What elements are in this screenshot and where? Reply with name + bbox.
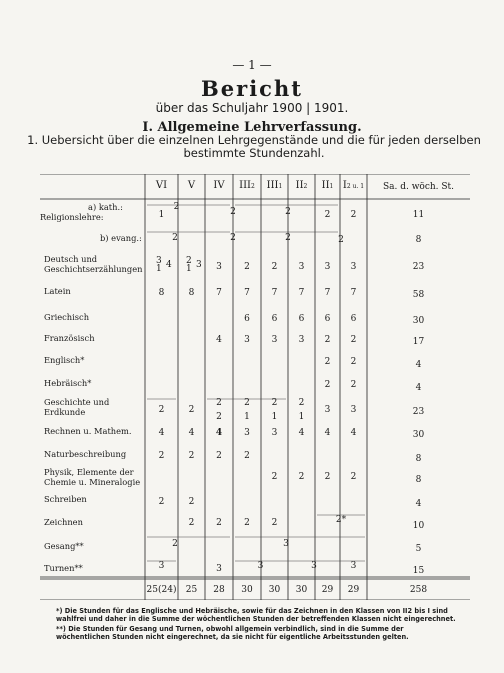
val-deutsch-ii1: 3 xyxy=(324,262,331,272)
val-natur-vi: 2 xyxy=(158,451,165,461)
row-label-natur: Naturbeschreibung xyxy=(44,449,127,459)
val-deutsch-iii2: 2 xyxy=(244,262,250,272)
val-rechnen-ii1: 4 xyxy=(324,428,331,438)
val-deutsch-vi-total: 4 xyxy=(166,260,172,270)
val-physik-iii1: 2 xyxy=(271,472,278,482)
row-label-deutsch: Deutsch und Geschichtserzählungen xyxy=(44,254,143,274)
val-natur-sum: 8 xyxy=(415,454,422,464)
val-griechisch-sum: 30 xyxy=(412,316,425,326)
total-iii1: 30 xyxy=(268,585,281,595)
val-evang-iv-iii: 2 xyxy=(230,233,236,243)
total-sum: 258 xyxy=(409,585,428,595)
val-englisch-ii1: 2 xyxy=(324,357,331,367)
val-zeichnen-iv: 2 xyxy=(216,518,222,528)
footnote-2: **) Die Stunden für Gesang und Turnen, obwohl allgemein verbindlich, sind in die Summe der wöchentlichen Stunden nicht eingerechnet, da sie nicht für eigentliche Arbeitsstunden gelten. xyxy=(56,625,409,641)
footnote-1: *) Die Stunden für das Englische und Hebräische, sowie für das Zeichnen in den Klassen von II2 bis I sind wahlfrei und daher in die Summe der wöchentlichen Stunden der betreffenden Klassen nicht eingerechnet. xyxy=(56,607,456,623)
val-rechnen-iii1: 3 xyxy=(271,428,278,438)
val-gesch-iii1-bottom: 1 xyxy=(271,412,278,422)
val-schreiben-sum: 4 xyxy=(415,499,422,509)
val-gesch-ii2-bottom: 1 xyxy=(298,412,305,422)
val-rechnen-v: 4 xyxy=(188,428,195,438)
val-evang-iii-ii: 2 xyxy=(285,233,291,243)
val-griechisch-ii1: 6 xyxy=(324,314,331,324)
val-turnen-iv: 3 xyxy=(216,564,222,574)
report-title: Bericht xyxy=(201,76,303,101)
col-header-ii1: II1 xyxy=(321,180,334,191)
val-kath-i: 2 xyxy=(350,210,357,220)
val-deutsch-sum: 23 xyxy=(412,262,425,272)
val-gesang-sum: 5 xyxy=(415,544,422,554)
val-franz-iii1: 3 xyxy=(271,335,278,345)
val-gesch-sum: 23 xyxy=(412,407,425,417)
val-gesch-i: 3 xyxy=(350,405,357,415)
val-gesch-ii1: 3 xyxy=(324,405,331,415)
val-rechnen-ii2: 4 xyxy=(298,428,305,438)
val-evang-vi-v: 2 xyxy=(172,233,178,243)
page-number: — 1 — xyxy=(232,58,272,72)
val-evang-sum: 8 xyxy=(415,235,422,245)
val-franz-ii1: 2 xyxy=(324,335,331,345)
val-griechisch-i: 6 xyxy=(350,314,357,324)
val-rechnen-iii2: 3 xyxy=(244,428,250,438)
val-turnen-i: 3 xyxy=(350,561,357,571)
section-title: I. Allgemeine Lehrverfassung. xyxy=(142,120,362,135)
row-label-englisch: Englisch* xyxy=(44,355,85,365)
val-deutsch-iii1: 2 xyxy=(271,262,278,272)
row-label-hebraeisch: Hebräisch* xyxy=(44,378,92,388)
val-rechnen-vi: 4 xyxy=(158,428,165,438)
val-gesch-vi: 2 xyxy=(158,405,165,415)
row-label-physik: Physik, Elemente der Chemie u. Mineralogie xyxy=(44,467,141,487)
val-zeichnen-ii-i: 2* xyxy=(335,515,347,525)
val-turnen-sum: 15 xyxy=(412,566,425,576)
col-header-ii2: II2 xyxy=(295,180,308,191)
val-gesang-iv-i: 3 xyxy=(283,539,289,549)
val-franz-i: 2 xyxy=(350,335,357,345)
total-iii2: 30 xyxy=(241,585,253,595)
val-latein-iii1: 7 xyxy=(271,288,278,298)
row-label-zeichnen: Zeichnen xyxy=(44,517,83,527)
row-label-latein: Latein xyxy=(44,286,71,296)
total-ii2: 30 xyxy=(295,585,308,595)
val-deutsch-v-a: 2 xyxy=(186,256,192,266)
val-deutsch-ii2: 3 xyxy=(298,262,305,272)
val-deutsch-iv: 3 xyxy=(216,262,222,272)
lesson-table xyxy=(40,174,470,600)
row-label-franzoesisch: Französisch xyxy=(44,333,95,343)
val-latein-vi: 8 xyxy=(158,288,165,298)
report-subtitle: über das Schuljahr 1900 | 1901. xyxy=(155,101,349,115)
val-griechisch-ii2: 6 xyxy=(298,314,305,324)
row-label-gesang: Gesang** xyxy=(44,541,84,551)
val-latein-ii2: 7 xyxy=(298,288,305,298)
val-physik-i: 2 xyxy=(350,472,357,482)
val-kath-vi-v: 2 xyxy=(173,202,180,212)
row-label-kath: a) kath.: xyxy=(88,202,123,212)
val-zeichnen-iii2: 2 xyxy=(244,518,250,528)
val-franz-iv: 4 xyxy=(216,335,222,345)
val-franz-iii2: 3 xyxy=(244,335,250,345)
val-schreiben-vi: 2 xyxy=(158,497,165,507)
val-turnen-vi: 3 xyxy=(158,561,165,571)
val-gesch-v: 2 xyxy=(188,405,195,415)
val-natur-v: 2 xyxy=(188,451,195,461)
val-gesch-iii2-bottom: 1 xyxy=(244,412,250,422)
val-latein-iv: 7 xyxy=(216,288,222,298)
row-label-griechisch: Griechisch xyxy=(44,312,90,322)
row-label-rechnen: Rechnen u. Mathem. xyxy=(44,426,132,436)
total-vi: 25(24) xyxy=(146,585,177,595)
val-evang-ii-i: 2 xyxy=(338,235,344,245)
val-franz-sum: 17 xyxy=(412,337,425,347)
col-header-v: V xyxy=(187,180,196,191)
row-label-religion: Religionslehre: xyxy=(40,212,104,222)
val-schreiben-v: 2 xyxy=(188,497,195,507)
row-label-schreiben: Schreiben xyxy=(44,494,87,504)
val-zeichnen-sum: 10 xyxy=(412,521,425,531)
val-gesch-ii2-top: 2 xyxy=(298,398,305,408)
val-physik-ii1: 2 xyxy=(324,472,331,482)
val-hebr-ii1: 2 xyxy=(324,380,331,390)
row-label-geschichte: Geschichte und Erdkunde xyxy=(44,397,110,417)
col-header-vi: VI xyxy=(155,180,168,191)
val-rechnen-iv: 4 xyxy=(215,428,223,438)
val-gesch-iv-bottom: 2 xyxy=(216,412,222,422)
val-franz-ii2: 3 xyxy=(298,335,305,345)
subsection-title: 1. Uebersicht über die einzelnen Lehrgegenstände und die für jeden derselben bestimmte Stundenzahl. xyxy=(27,133,481,160)
val-latein-iii2: 7 xyxy=(244,288,250,298)
val-kath-vi: 1 xyxy=(158,210,165,220)
val-kath-ii1: 2 xyxy=(324,210,331,220)
val-deutsch-vi-b: 1 xyxy=(156,264,162,274)
val-deutsch-v-total: 3 xyxy=(196,260,202,270)
val-natur-iii2: 2 xyxy=(244,451,250,461)
val-physik-ii2: 2 xyxy=(298,472,305,482)
val-latein-i: 7 xyxy=(350,288,357,298)
val-gesch-iv-top: 2 xyxy=(216,398,222,408)
val-gesang-vi-v: 2 xyxy=(172,539,178,549)
val-englisch-i: 2 xyxy=(350,357,357,367)
val-latein-ii1: 7 xyxy=(324,288,331,298)
col-header-iv: IV xyxy=(213,180,225,191)
val-deutsch-i: 3 xyxy=(350,262,357,272)
col-header-i: I2 u. 1 xyxy=(342,180,365,191)
row-label-turnen: Turnen** xyxy=(44,563,83,573)
total-iv: 28 xyxy=(213,585,225,595)
val-latein-v: 8 xyxy=(188,288,195,298)
val-hebr-sum: 4 xyxy=(415,383,422,393)
col-header-sum: Sa. d. wöch. St. xyxy=(382,182,455,192)
row-label-evang: b) evang.: xyxy=(100,233,142,243)
col-header-iii1: III1 xyxy=(266,180,283,191)
val-latein-sum: 58 xyxy=(412,290,425,300)
val-rechnen-i: 4 xyxy=(350,428,357,438)
val-kath-iv-iii: 2 xyxy=(230,207,236,217)
val-zeichnen-iii1: 2 xyxy=(271,518,278,528)
val-deutsch-vi-a: 3 xyxy=(156,256,162,266)
val-kath-iii-ii: 2 xyxy=(285,207,291,217)
total-v: 25 xyxy=(185,585,198,595)
total-i: 29 xyxy=(347,585,360,595)
val-natur-iv: 2 xyxy=(216,451,222,461)
val-deutsch-v-b: 1 xyxy=(186,264,192,274)
val-hebr-i: 2 xyxy=(350,380,357,390)
val-physik-sum: 8 xyxy=(415,475,422,485)
val-griechisch-iii1: 6 xyxy=(271,314,278,324)
val-englisch-sum: 4 xyxy=(415,360,422,370)
val-turnen-iii: 3 xyxy=(257,561,264,571)
col-header-iii2: III2 xyxy=(239,180,255,191)
val-rechnen-sum: 30 xyxy=(412,430,425,440)
val-gesch-iii2-top: 2 xyxy=(244,398,250,408)
val-zeichnen-v: 2 xyxy=(188,518,195,528)
val-griechisch-iii2: 6 xyxy=(244,314,250,324)
val-turnen-ii: 3 xyxy=(311,561,317,571)
total-ii1: 29 xyxy=(321,585,334,595)
val-kath-sum: 11 xyxy=(412,210,425,220)
val-gesch-iii1-top: 2 xyxy=(271,398,278,408)
